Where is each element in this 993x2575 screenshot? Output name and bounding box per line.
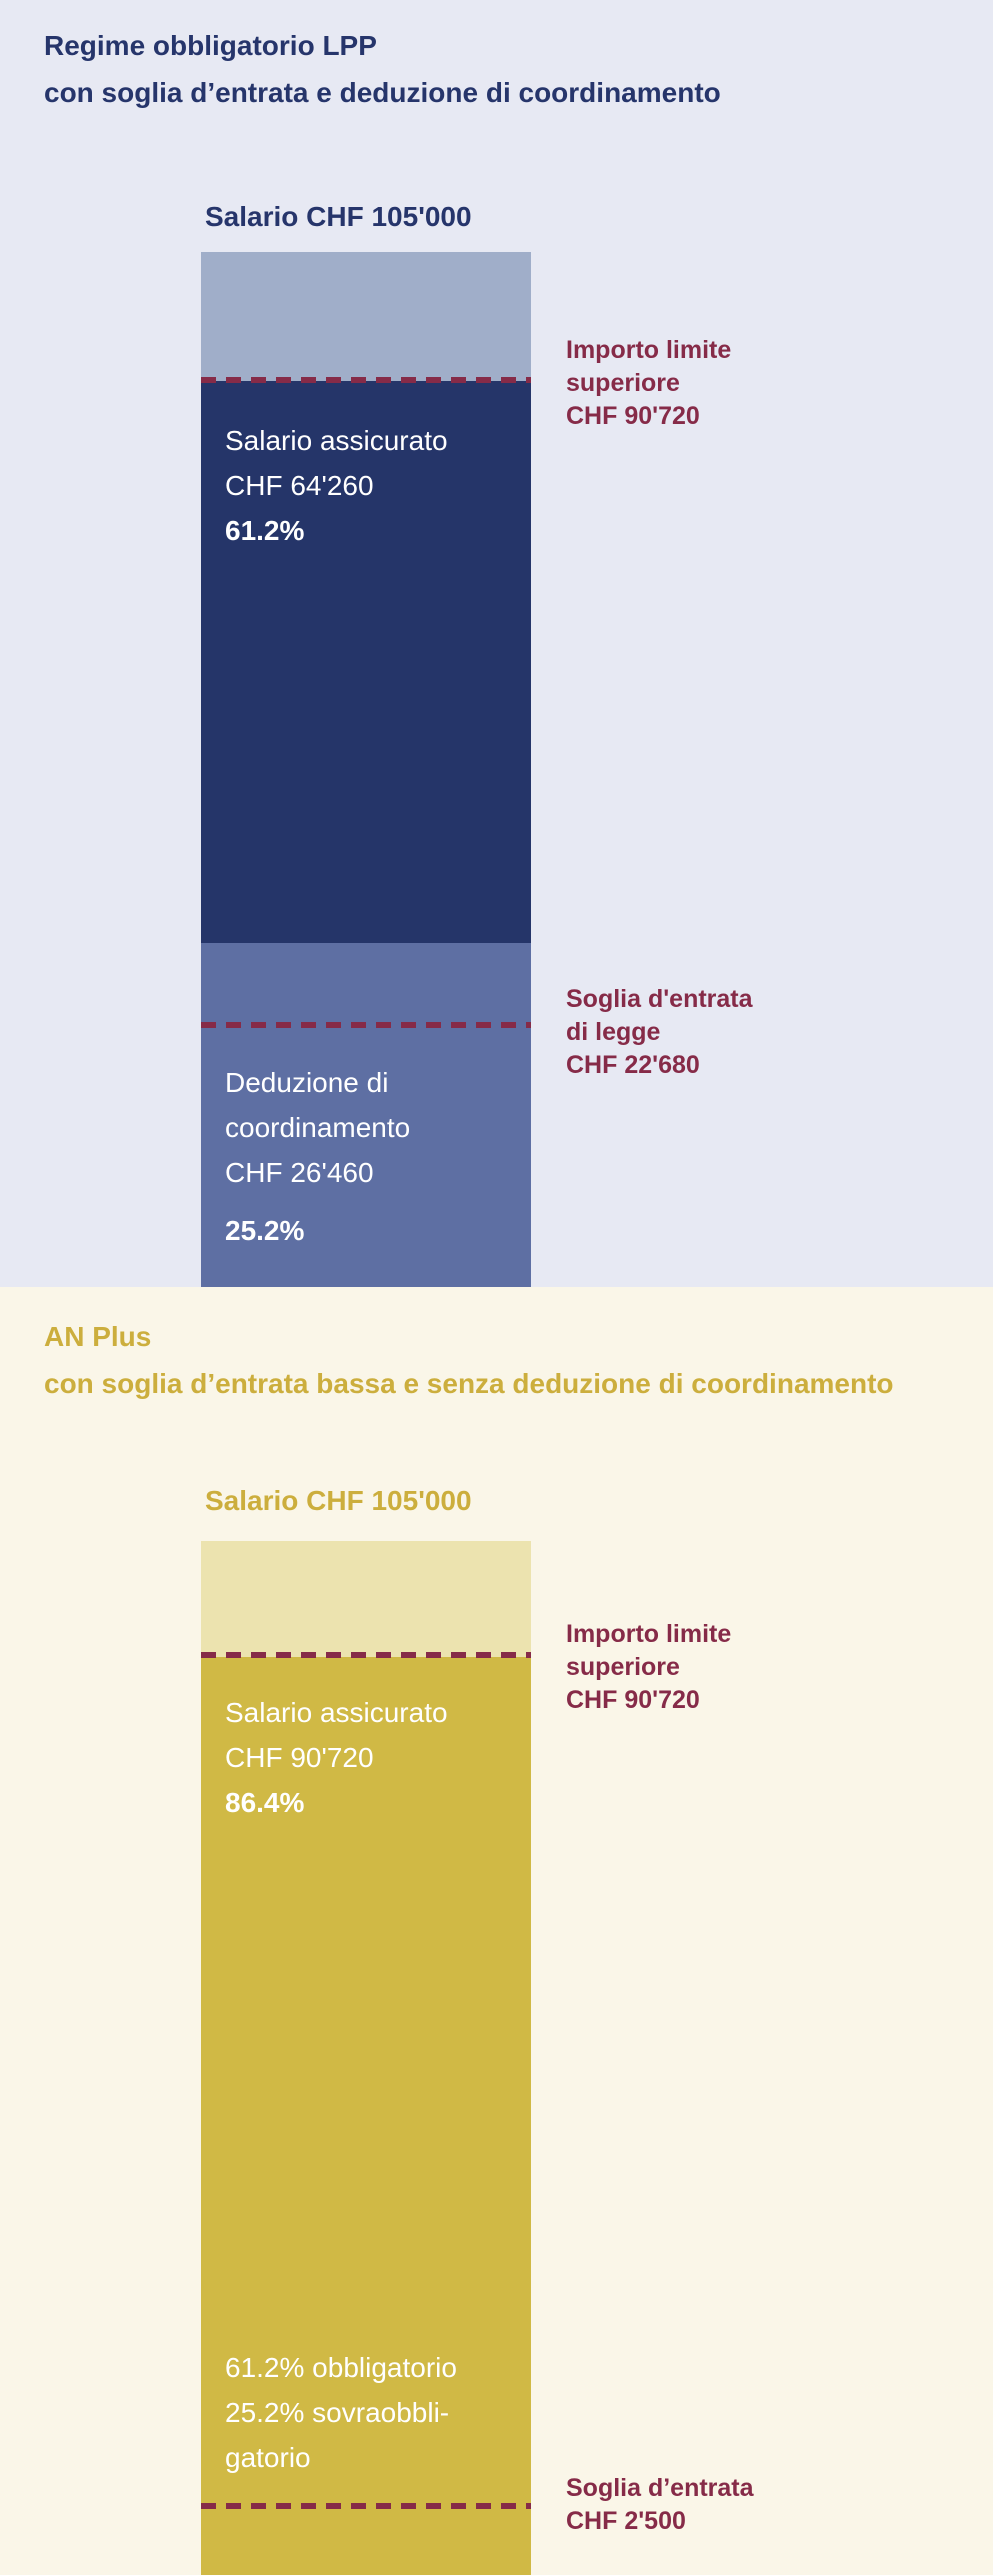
lpp-entry-threshold-line2: di legge	[566, 1018, 661, 1046]
section-lpp-title	[44, 22, 721, 116]
lpp-coordination-line2: coordinamento	[225, 1112, 411, 1143]
an-plus-title-line1: AN Plus	[44, 1321, 152, 1352]
lpp-upper-limit-dashed-line	[201, 377, 531, 383]
an-plus-bar-heading: Salario CHF 105'000	[205, 1485, 472, 1516]
an-plus-insured-salary-line2: CHF 90'720	[225, 1742, 374, 1773]
an-plus-entry-threshold-line1: Soglia d’entrata	[566, 2474, 754, 2502]
lpp-segment-above-limit	[201, 252, 531, 381]
lpp-insured-salary-line2: CHF 64'260	[225, 470, 374, 501]
an-plus-segment-above-limit	[201, 1541, 531, 1657]
lpp-bar-heading: Salario CHF 105'000	[205, 201, 472, 232]
an-plus-upper-limit-line1: Importo limite	[566, 1620, 732, 1648]
lpp-upper-limit-line2: superiore	[566, 369, 680, 397]
an-plus-insured-salary-line1: Salario assicurato	[225, 1697, 448, 1728]
section-lpp	[0, 0, 993, 1287]
an-plus-upper-limit-line2: superiore	[566, 1653, 680, 1681]
an-plus-split-line3: gatorio	[225, 2442, 311, 2473]
an-plus-entry-threshold-note	[566, 2472, 966, 2538]
lpp-upper-limit-note	[566, 334, 966, 433]
lpp-insured-salary-line1: Salario assicurato	[225, 425, 448, 456]
an-plus-title	[44, 1313, 894, 1407]
lpp-coordination-percent: 25.2%	[225, 1215, 305, 1246]
an-plus-insured-salary-label	[225, 1690, 525, 1825]
an-plus-split-line2: 25.2% sovraobbli-	[225, 2397, 450, 2428]
an-plus-entry-threshold-dashed-line	[201, 2503, 531, 2509]
an-plus-upper-limit-dashed-line	[201, 1652, 531, 1658]
lpp-coordination-deduction-label	[225, 1060, 525, 1253]
lpp-insured-salary-label	[225, 418, 525, 553]
an-plus-split-line1: 61.2% obbligatorio	[225, 2352, 457, 2383]
section-lpp-title-line2: con soglia d’entrata e deduzione di coordinamento	[44, 77, 721, 108]
section-lpp-title-line1: Regime obbligatorio LPP	[44, 30, 377, 61]
lpp-upper-limit-line1: Importo limite	[566, 336, 732, 364]
an-plus-upper-limit-line3: CHF 90'720	[566, 1686, 700, 1714]
section-an-plus	[0, 1287, 993, 2575]
lpp-entry-threshold-dashed-line	[201, 1022, 531, 1028]
lpp-entry-threshold-line1: Soglia d'entrata	[566, 985, 753, 1013]
lpp-entry-threshold-line3: CHF 22'680	[566, 1051, 700, 1079]
an-plus-split-label	[225, 2345, 525, 2480]
lpp-insured-salary-percent: 61.2%	[225, 515, 305, 546]
lpp-coordination-line1: Deduzione di	[225, 1067, 389, 1098]
lpp-entry-threshold-note	[566, 983, 966, 1082]
an-plus-title-line2: con soglia d’entrata bassa e senza deduzione di coordinamento	[44, 1368, 894, 1399]
an-plus-insured-salary-percent: 86.4%	[225, 1787, 305, 1818]
lpp-upper-limit-line3: CHF 90'720	[566, 402, 700, 430]
lpp-coordination-line3: CHF 26'460	[225, 1157, 374, 1188]
an-plus-upper-limit-note	[566, 1618, 966, 1717]
an-plus-entry-threshold-line2: CHF 2'500	[566, 2507, 686, 2535]
